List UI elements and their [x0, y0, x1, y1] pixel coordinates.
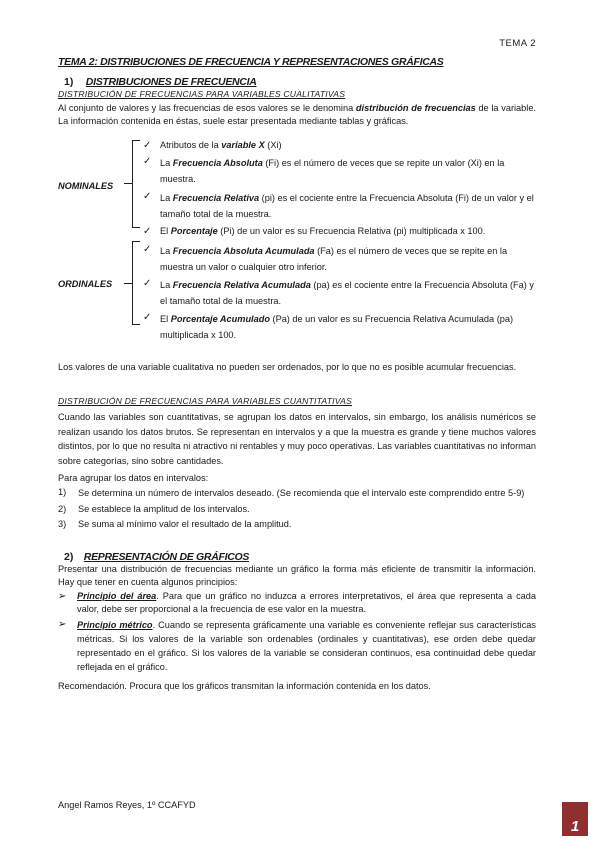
ordinales-brace: [132, 241, 140, 325]
list-item: [143, 155, 538, 187]
section1-heading: [64, 72, 257, 90]
arrow-bullet-icon: ➢: [58, 619, 67, 630]
page-number: 1: [562, 802, 588, 836]
footer-author: Angel Ramos Reyes, 1º CCAFYD: [58, 800, 196, 810]
steps-list: [58, 486, 536, 531]
section2-title: REPRESENTACIÓN DE GRÁFICOS: [83, 551, 250, 563]
subheading-cualitativas: DISTRIBUCIÓN DE FRECUENCIAS PARA VARIABLES CUALITATIVAS: [58, 89, 346, 99]
list-item: [143, 243, 538, 275]
list-item: [143, 311, 538, 343]
intro-emphasis: distribución de frecuencias: [355, 103, 476, 113]
checkmark-icon: ✓: [143, 312, 152, 323]
list-item: [58, 486, 536, 501]
step-number: 3): [58, 519, 67, 529]
list-item-text: La Frecuencia Relativa Acumulada (pa) es el cociente entre la Frecuencia Absoluta (Fa) y el tamaño total de la muestra.: [160, 280, 534, 306]
list-item-text: La Frecuencia Absoluta (Fi) es el número de veces que se repite un valor (Xi) en la muestra.: [160, 158, 505, 184]
list-item-text: El Porcentaje Acumulado (Pa) de un valor es su Frecuencia Relativa Acumulada (pa) multiplicada x 100.: [160, 314, 514, 340]
step-text: Se determina un número de intervalos deseado. (Se recomienda que el intervalo este comprendido entre 5-9): [78, 488, 525, 498]
note-paragraph: Los valores de una variable cualitativa no pueden ser ordenados, por lo que no es posible acumular frecuencias.: [58, 362, 517, 372]
header-tema: TEMA 2: [499, 38, 536, 49]
step-text: Se establece la amplitud de los intervalos.: [78, 504, 250, 514]
agrupar-intro: Para agrupar los datos en intervalos:: [58, 473, 209, 483]
intro-text-a: Al conjunto de valores y las frecuencias de esos valores se le denomina: [58, 103, 356, 113]
ordinales-label: ORDINALES: [58, 279, 113, 289]
section1-title: DISTRIBUCIONES DE FRECUENCIA: [85, 76, 257, 88]
checkmark-icon: ✓: [143, 244, 152, 255]
principle-text: Principio del área. Para que un gráfico no induzca a errores interpretativos, el área que representa a cada valor, debe ser proporcional a la frecuencia de ese valor en la muestra.: [77, 591, 536, 614]
list-item: [143, 225, 538, 238]
recomendacion: Recomendación. Procura que los gráficos transmitan la información contenida en los datos.: [58, 681, 431, 691]
principles-list: [58, 590, 536, 674]
nominales-brace-tip: [124, 183, 132, 184]
list-item: [143, 190, 538, 222]
subheading-cuantitativas: DISTRIBUCIÓN DE FRECUENCIAS PARA VARIABLES CUANTITATIVAS: [58, 396, 353, 406]
principle-text: Principio métrico. Cuando se representa gráficamente una variable es conveniente reflejar sus características métricas. Si los valores de la variable son ordenables (ordinales y cuantitativas), ese orden debe quedar representado en el gráfico. Si los valores de la variable se consideran continuos, esa continuidad debe quedar reflejada en el gráfico.: [77, 620, 536, 672]
step-text: Se suma al mínimo valor el resultado de la amplitud.: [78, 519, 292, 529]
nominales-brace: [132, 140, 140, 228]
checkmark-icon: ✓: [143, 140, 152, 151]
nominales-list: [143, 139, 538, 238]
ordinales-brace-tip: [124, 283, 132, 284]
list-item: [58, 503, 536, 516]
step-number: 1): [58, 487, 67, 497]
list-item: [143, 277, 538, 309]
principle-name: Principio métrico: [77, 620, 153, 630]
list-item-text: Atributos de la variable X (Xi): [160, 140, 282, 150]
intro-text-b: de la variable. La información contenida en éstas, suele estar presentada mediante tablas y gráficas.: [58, 103, 536, 126]
checkmark-icon: ✓: [143, 156, 152, 167]
ordinales-list: [143, 243, 538, 343]
list-item: [143, 139, 538, 152]
list-item-text: La Frecuencia Absoluta Acumulada (Fa) es el número de veces que se repite en la muestra un valor o cualquier otro inferior.: [160, 246, 508, 272]
checkmark-icon: ✓: [143, 191, 152, 202]
list-item-text: La Frecuencia Relativa (pi) es el cociente entre la Frecuencia Absoluta (Fi) de un valor y el tamaño total de la muestra.: [160, 193, 534, 219]
document-title: TEMA 2: DISTRIBUCIONES DE FRECUENCIA Y REPRESENTACIONES GRÁFICAS: [58, 56, 444, 68]
list-item: [58, 590, 536, 616]
cuantitativas-paragraph: Cuando las variables son cuantitativas, se agrupan los datos en intervalos, sin embargo, los análisis numéricos se realizan usando los datos brutos. Se representan en intervalos y a que la muestra es grande y tiene muchos valores distintos, por lo que no resulta ni atractivo ni rentables y muy poco operativas. Las variables cuantitativas no informan sobre categorías, sino sobre cantidades.: [58, 412, 537, 466]
intro-paragraph: [58, 102, 536, 128]
list-item: [58, 618, 536, 674]
section2-intro: Presentar una distribución de frecuencias mediante un gráfico la forma más eficiente de transmitir la información. Hay que tener en cuenta algunos principios:: [58, 564, 536, 587]
section2-number: 2): [64, 551, 74, 563]
step-number: 2): [58, 504, 67, 514]
list-item-text: El Porcentaje (Pi) de un valor es su Frecuencia Relativa (pi) multiplicada x 100.: [160, 226, 486, 236]
section1-number: 1): [64, 76, 74, 88]
checkmark-icon: ✓: [143, 278, 152, 289]
arrow-bullet-icon: ➢: [58, 591, 67, 602]
checkmark-icon: ✓: [143, 226, 152, 237]
list-item: [58, 518, 536, 531]
principle-name: Principio del área: [77, 591, 157, 601]
nominales-label: NOMINALES: [58, 181, 114, 191]
